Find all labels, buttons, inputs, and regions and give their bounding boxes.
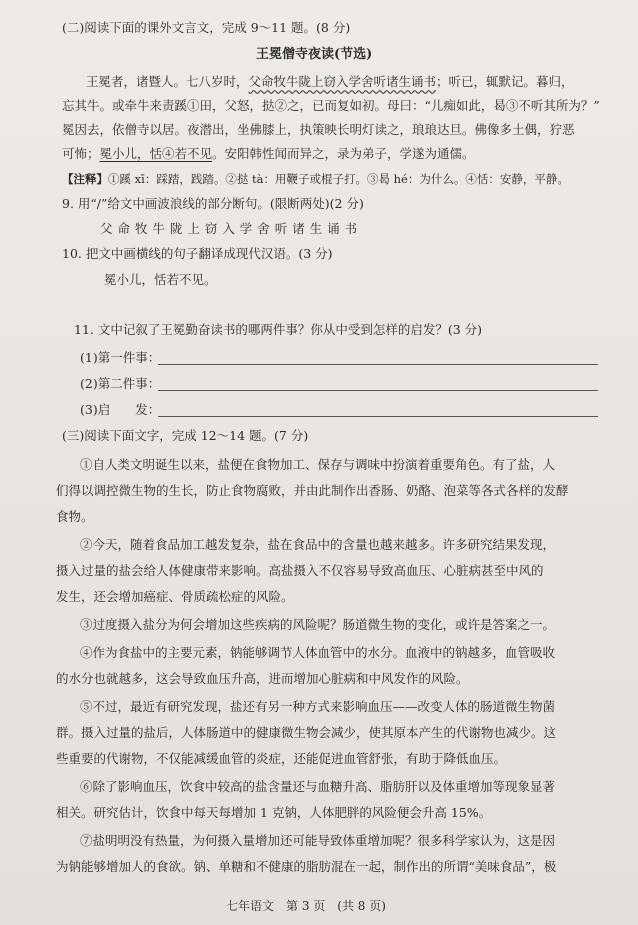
para-2-line-2: 摄入过量的盐会给人体健康带来影响。高盐摄入不仅容易导致高血压、心脏病甚至中风的 bbox=[56, 563, 544, 578]
para-4-line-2: 的水分也就越多，这会导致血压升高，进而增加心脏病和中风发作的风险。 bbox=[56, 671, 469, 686]
annotation-label: 【注释】 bbox=[62, 172, 108, 186]
question-11-item-2: (2)第二件事： bbox=[80, 376, 161, 391]
annotation-text: ①蹊 xī：踩踏，践踏。②挞 tà：用鞭子或棍子打。③曷 hé：为什么。④恬：安静，平静。 bbox=[108, 172, 569, 186]
section3-instruction: (三)阅读下面文字，完成 12～14 题。(7 分) bbox=[62, 428, 309, 443]
passage-line-4a: 可怖； bbox=[62, 146, 100, 161]
para-5-line-1: ⑤不过，最近有研究发现，盐还有另一种方式来影响血压——改变人体的肠道微生物菌 bbox=[80, 699, 556, 714]
para-1-line-2: 们得以调控微生物的生长，防止食物腐败，并由此制作出香肠、奶酪、泡菜等各式各样的发酵 bbox=[56, 483, 569, 498]
passage-line-1 bbox=[86, 74, 574, 90]
para-6-line-1: ⑥除了影响血压，饮食中较高的盐含量还与血糖升高、脂肪肝以及体重增加等现象显著 bbox=[80, 779, 556, 794]
underlined-sentence: 冕小儿，恬④若不见 bbox=[99, 146, 213, 161]
para-1-line-3: 食物。 bbox=[56, 509, 94, 524]
passage-line-1b: ；听已，辄默记。暮归， bbox=[436, 74, 574, 89]
section2-instruction: (二)阅读下面的课外文言文，完成 9～11 题。(8 分) bbox=[62, 20, 351, 35]
para-5-line-2: 群。摄入过量的盐后，人体肠道中的健康微生物会减少，使其原本产生的代谢物也减少。这 bbox=[56, 725, 557, 740]
passage-line-1a: 王冕者，诸暨人。七八岁时， bbox=[86, 74, 249, 89]
para-2-line-3: 发生，还会增加癌症、骨质疏松症的风险。 bbox=[56, 589, 294, 604]
para-1-line-1: ①自人类文明诞生以来，盐便在食物加工、保存与调味中扮演着重要角色。有了盐，人 bbox=[80, 457, 556, 472]
para-6-line-2: 相关。研究估计，饮食中每天每增加 1 克钠，人体肥胖的风险便会升高 15%。 bbox=[56, 805, 492, 820]
para-3-line-1: ③过度摄入盐分为何会增加这些疾病的风险呢？肠道微生物的变化，或许是答案之一。 bbox=[80, 617, 556, 632]
annotation bbox=[62, 171, 569, 187]
passage-line-3: 冕因去，依僧寺以居。夜潜出，坐佛膝上，执策映长明灯读之，琅琅达旦。佛像多土偶，狞恶 bbox=[62, 122, 575, 137]
passage-line-2: 忘其牛。或牵牛来责蹊①田，父怒，挞②之，已而复如初。母曰：“儿痴如此，曷③不听其所为？” bbox=[62, 98, 600, 113]
question-9-sentence: 父 命 牧 牛 陇 上 窃 入 学 舍 听 诸 生 诵 书 bbox=[100, 221, 358, 236]
passage-line-4b: 。安阳韩性闻而异之，录为弟子，学遂为通儒。 bbox=[212, 146, 475, 161]
question-11-item-1: (1)第一件事： bbox=[80, 350, 161, 365]
question-9: 9. 用“/”给文中画波浪线的部分断句。(限断两处)(2 分) bbox=[62, 196, 364, 211]
question-10-sentence: 冕小儿，恬若不见。 bbox=[104, 272, 217, 287]
answer-line-1[interactable] bbox=[158, 364, 598, 365]
para-7-line-1: ⑦盐明明没有热量，为何摄入量增加还可能导致体重增加呢？很多科学家认为，这是因 bbox=[80, 833, 556, 848]
para-7-line-2: 为钠能够增加人的食欲。钠、单糖和不健康的脂肪混在一起，制作出的所谓“美味食品”，极 bbox=[56, 859, 557, 874]
question-11-item-3: (3)启 发： bbox=[80, 402, 161, 417]
para-4-line-1: ④作为食盐中的主要元素，钠能够调节人体血管中的水分。血液中的钠越多，血管吸收 bbox=[80, 645, 556, 660]
page-footer: 七年语文 第 3 页 (共 8 页) bbox=[226, 899, 386, 913]
passage-line-4 bbox=[62, 146, 475, 162]
para-2-line-1: ②今天，随着食品加工越发复杂，盐在食品中的含量也越来越多。许多研究结果发现， bbox=[80, 537, 556, 552]
question-11: 11. 文中记叙了王冕勤奋读书的哪两件事？你从中受到怎样的启发？(3 分) bbox=[74, 322, 483, 337]
answer-line-2[interactable] bbox=[158, 390, 598, 391]
passage-title: 王冕僧寺夜读(节选) bbox=[256, 47, 373, 62]
para-5-line-3: 些重要的代谢物，不仅能减缓血管的炎症，还能促进血管舒张，有助于降低血压。 bbox=[56, 751, 507, 766]
question-10: 10. 把文中画横线的句子翻译成现代汉语。(3 分) bbox=[62, 246, 333, 261]
answer-line-3[interactable] bbox=[158, 416, 598, 417]
wavy-underlined-sentence: 父命牧牛陇上窃入学舍听诸生诵书 bbox=[248, 74, 437, 89]
